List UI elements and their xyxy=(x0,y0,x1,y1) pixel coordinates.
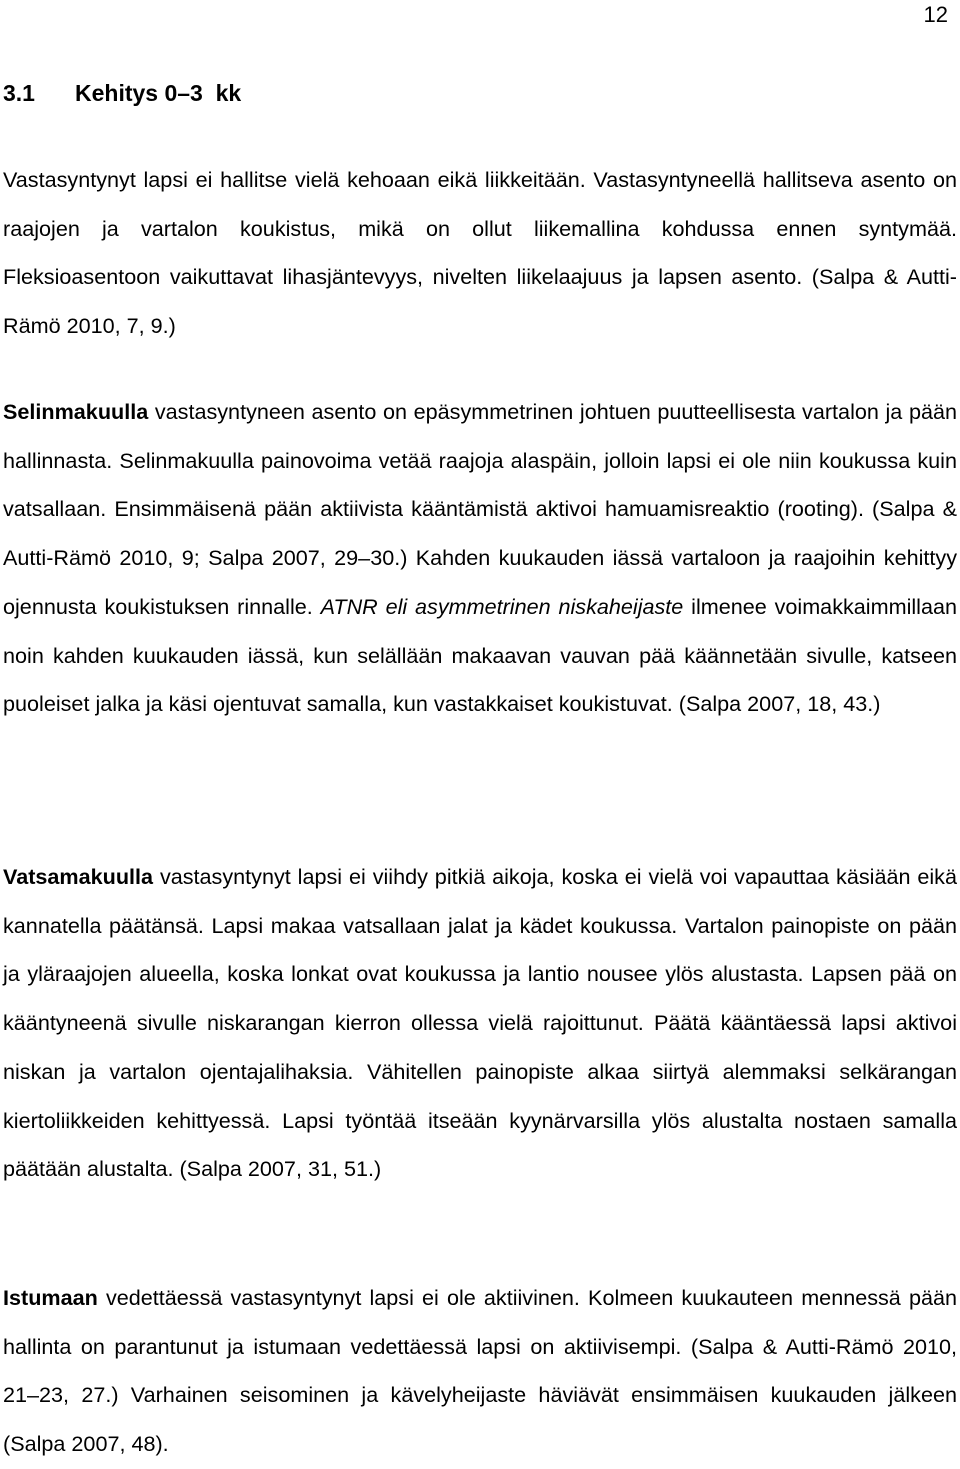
paragraph-text: vastasyntynyt lapsi ei viihdy pitkiä aikoja, koska ei vielä voi vapauttaa käsiään eikä kannatella päätänsä. Lapsi makaa vatsallaan jalat ja kädet koukussa. Vartalon painopiste on pään ja yläraajojen alueella, koska lonkat ovat koukussa ja lantio nousee ylös alustasta. Lapsen pää on kääntyneenä sivulle niskarangan kierron ollessa vielä rajoittunut. Päätä kääntäessä lapsi aktivoi niskan ja vartalon ojentajalihaksia. Vähitellen painopiste alkaa siirtyä alemmaksi selkärangan kiertoliikkeiden kehittyessä. Lapsi työntää itseään kyynärvarsilla ylös alustalta nostaen samalla päätään alustalta. (Salpa 2007, 31, 51.) xyxy=(3,864,957,1182)
paragraph-supine xyxy=(3,388,957,729)
paragraph-lead-term: Selinmakuulla xyxy=(3,399,149,424)
paragraph-text: vedettäessä vastasyntynyt lapsi ei ole aktiivinen. Kolmeen kuukauteen mennessä pään hallinta on parantunut ja istumaan vedettäessä lapsi on aktiivisempi. (Salpa & Autti-Rämö 2010, 21–23, 27.) Varhainen seisominen ja kävelyheijaste häviävät ensimmäisen kuukauden jälkeen (Salpa 2007, 48). xyxy=(3,1285,957,1457)
page-number: 12 xyxy=(923,2,948,27)
paragraph-text: ilmenee voimakkaimmillaan noin kahden kuukauden iässä, kun selällään makaavan vauvan pää käännetään sivulle, katseen puoleiset jalka ja käsi ojentuvat samalla, kun vastakkaiset koukistuvat. (Salpa 2007, 18, 43.) xyxy=(3,593,957,717)
paragraph-lead-term: Vatsamakuulla xyxy=(3,864,154,889)
section-title: Kehitys 0–3 kk xyxy=(75,80,242,106)
paragraph-text: vastasyntyneen asento on epäsymmetrinen johtuen puutteellisesta vartalon ja pään hallinnasta. Selinmakuulla painovoima vetää raajoja alaspäin, jolloin lapsi ei ole niin koukussa kuin vatsallaan. Ensimmäisenä pään aktiivista kääntämistä aktivoi hamuamisreaktio (rooting). (Salpa & Autti-Rämö 2010, 9; Salpa 2007, 29–30.) Kahden kuukauden iässä vartaloon ja raajoihin kehittyy ojennusta koukistuksen rinnalle. xyxy=(3,399,957,619)
italic-term: ATNR eli asymmetrinen niskaheijaste xyxy=(320,593,684,619)
paragraph-lead-term: Istumaan xyxy=(3,1285,98,1310)
paragraph-sitting xyxy=(3,1274,957,1469)
section-heading xyxy=(3,78,241,108)
paragraph-newborn-intro xyxy=(3,156,957,351)
paragraph-prone xyxy=(3,853,957,1194)
section-number: 3.1 xyxy=(3,80,35,106)
paragraph-text: Vastasyntynyt lapsi ei hallitse vielä kehoaan eikä liikkeitään. Vastasyntyneellä hallitseva asento on raajojen ja vartalon koukistus, mikä on ollut liikemallina kohdussa ennen syntymää. Fleksioasentoon vaikuttavat lihasjäntevyys, nivelten liikelaajuus ja lapsen asento. (Salpa & Autti-Rämö 2010, 7, 9.) xyxy=(3,167,957,339)
